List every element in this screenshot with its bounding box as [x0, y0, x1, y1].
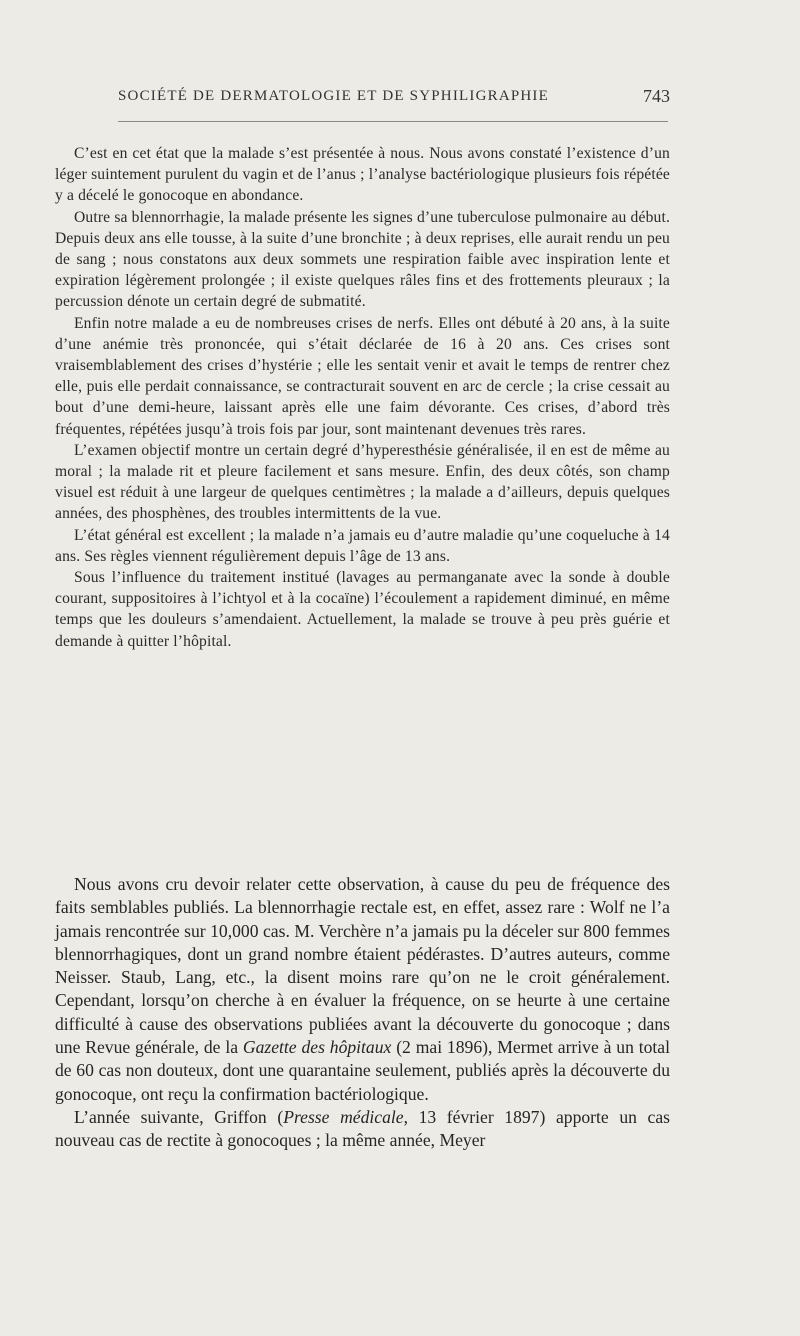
discussion-paragraph: [55, 1106, 670, 1153]
header-rule: [118, 121, 668, 122]
discussion-text-run: Nous avons cru devoir relater cette observation, à cause du peu de fréquence des faits semblables publiés. La blennorrhagie rectale est, en effet, assez rare : Wolf ne l’a jamais rencontrée sur 10,000 cas. M. Verchère n’a jamais pu la déceler sur 800 femmes blennorrhagiques, dont un grand nombre étaient pédérastes. D’autres auteurs, comme Neisser. Staub, Lang, etc., la disent moins rare qu’on ne le croit généralement. Cependant, lorsqu’on cherche à en évaluer la fréquence, on se heurte à une certaine difficulté à cause des observations publiées avant la découverte du gonocoque ; dans une Revue générale, de la: [55, 874, 670, 1058]
page-number: 743: [643, 86, 670, 106]
observation-text: [55, 143, 670, 652]
running-header: [118, 86, 670, 112]
observation-paragraph: L’état général est excellent ; la malade n’a jamais eu d’autre maladie qu’une coqueluche à 14 ans. Ses règles viennent régulièrement depuis l’âge de 13 ans.: [55, 526, 670, 565]
journal-title: Presse médicale: [283, 1106, 404, 1127]
discussion-text-run: (2 mai 1896), Mermet arrive à un total de 60 cas non douteux, dont une quarantaine seulement, publiés après la découverte du gonocoque, ont reçu la confirmation bactériologique.: [55, 1037, 671, 1104]
discussion-text-run: L’année suivante, Griffon (: [74, 1106, 284, 1127]
observation-paragraph: Sous l’influence du traitement institué (lavages au permanganate avec la sonde à double courant, suppositoires à l’ichtyol et à la cocaïne) l’écoulement a rapidement diminué, en même temps que les douleurs s’amendaient. Actuellement, la malade se trouve à peu près guérie et demande à quitter l’hôpital.: [55, 569, 670, 650]
observation-paragraph: Outre sa blennorrhagie, la malade présente les signes d’une tuberculose pulmonaire au début. Depuis deux ans elle tousse, à la suite d’une bronchite ; à deux reprises, elle aurait rendu un peu de sang ; nous constatons aux deux sommets une respiration faible avec inspiration lente et expiration légèrement prolongée ; il existe quelques râles fins et des frottements pleuraux ; la percussion dénote un certain degré de submatité.: [55, 208, 670, 311]
observation-paragraph: L’examen objectif montre un certain degré d’hyperesthésie généralisée, il en est de même au moral ; la malade rit et pleure facilement et sans mesure. Enfin, des deux côtés, son champ visuel est réduit à une largeur de quelques centimètres ; la malade a d’ailleurs, depuis quelques années, des phosphènes, des troubles intermittents de la vue.: [55, 441, 670, 523]
observation-paragraph: Enfin notre malade a eu de nombreuses crises de nerfs. Elles ont débuté à 20 ans, à la suite d’une anémie très prononcée, qui s’était déclarée de 16 à 20 ans. Ces crises sont vraisemblablement des crises d’hystérie ; elle les sentait venir et avait le temps de rentrer chez elle, puis elle perdait connaissance, se contracturait souvent en arc de cercle ; la crise cessait au bout d’une demi-heure, laissant après elle une faim dévorante. Ces crises, d’abord très fréquentes, répétées jusqu’à trois fois par jour, sont maintenant devenues très rares.: [55, 314, 670, 438]
running-title: SOCIÉTÉ DE DERMATOLOGIE ET DE SYPHILIGRAPHIE: [118, 88, 549, 104]
journal-title: Gazette des hôpitaux: [242, 1037, 392, 1058]
discussion-text: [55, 873, 670, 1153]
discussion-text-run: , 13 février 1897) apporte un cas nouveau cas de rectite à gonocoques ; la même année, Meyer: [55, 1106, 671, 1151]
discussion-paragraph: [55, 873, 670, 1106]
observation-paragraph: C’est en cet état que la malade s’est présentée à nous. Nous avons constaté l’existence d’un léger suintement purulent du vagin et de l’anus ; l’analyse bactériologique plusieurs fois répétée y a décelé le gonocoque en abondance.: [55, 145, 670, 205]
